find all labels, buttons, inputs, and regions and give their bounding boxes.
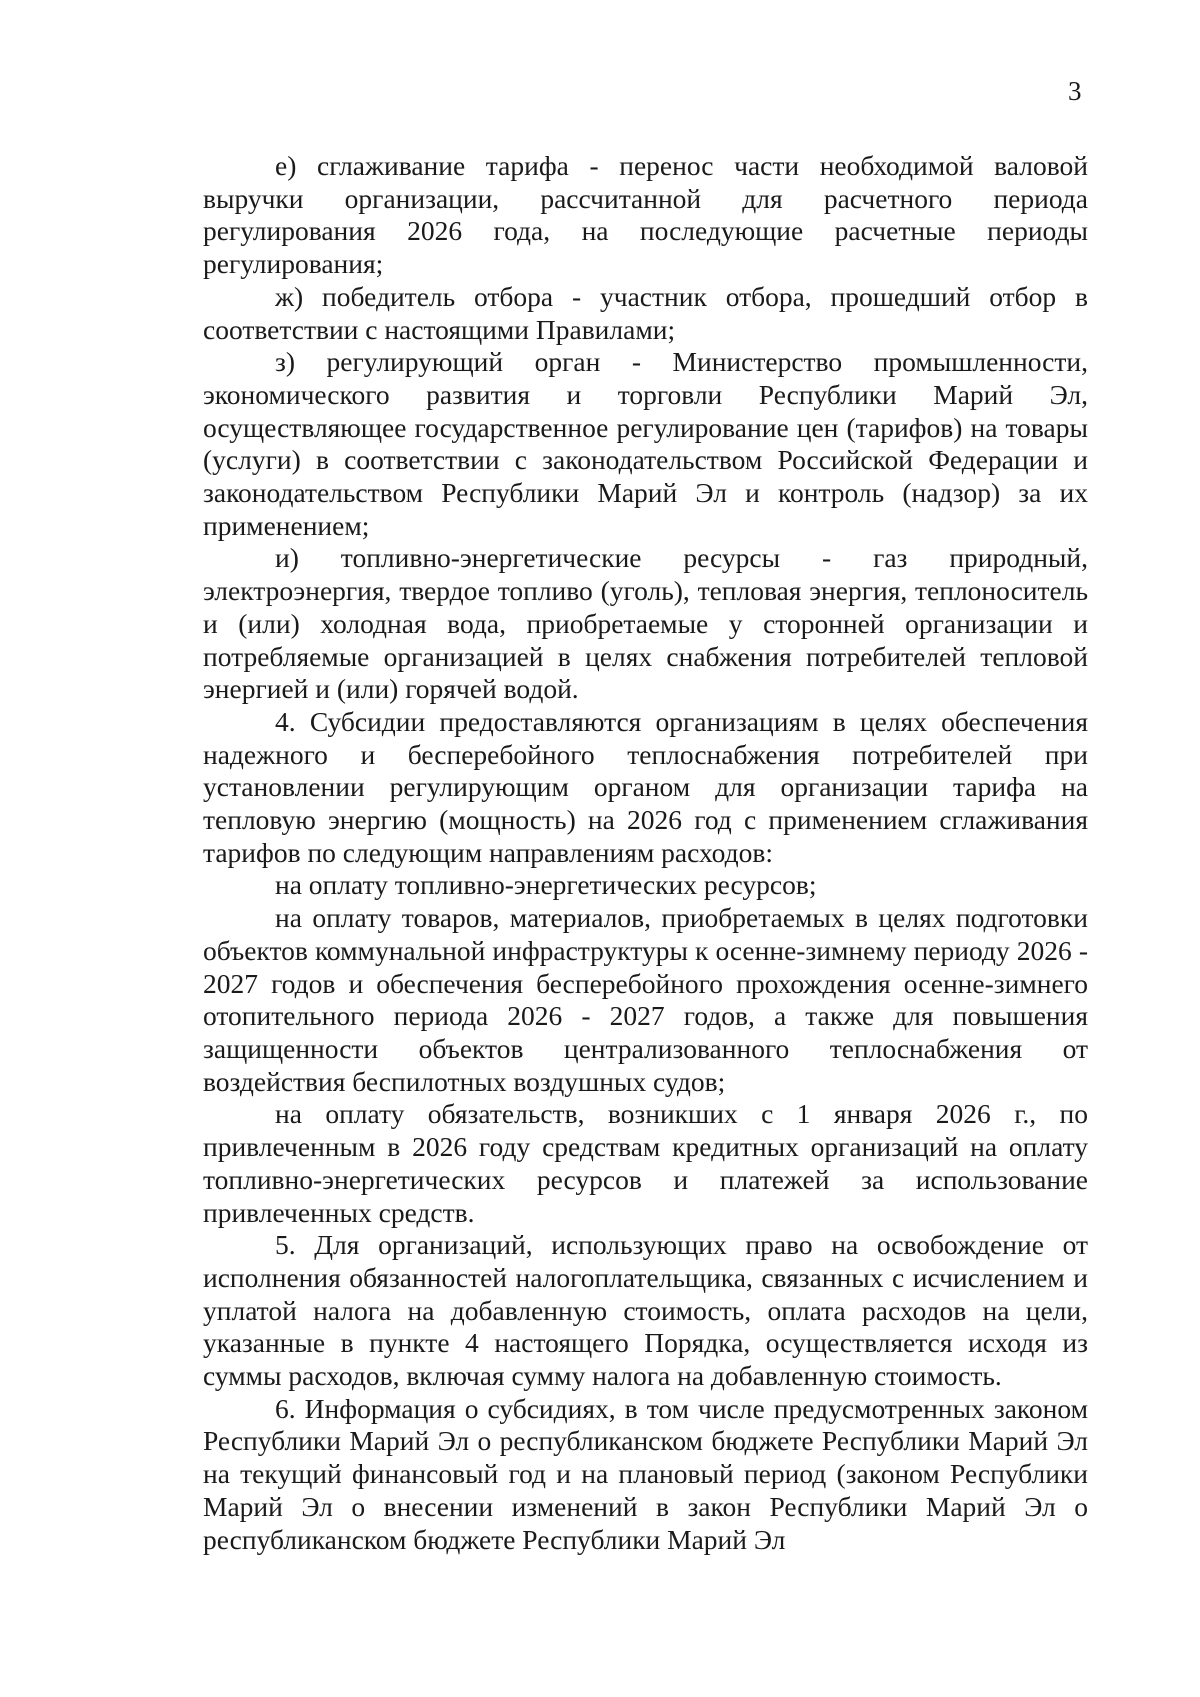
paragraph-e: е) сглаживание тарифа - перенос части необходимой валовой выручки организации, рассчитанной для расчетного периода регулирования 2026 года, на последующие расчетные периоды регулирования;	[203, 150, 1088, 280]
paragraph-4-item-3: на оплату обязательств, возникших с 1 января 2026 г., по привлеченным в 2026 году средствам кредитных организаций на оплату топливно-энергетических ресурсов и платежей за использование привлеченных средств.	[203, 1098, 1088, 1228]
paragraph-4: 4. Субсидии предоставляются организациям в целях обеспечения надежного и бесперебойного теплоснабжения потребителей при установлении регулирующим органом для организации тарифа на тепловую энергию (мощность) на 2026 год с применением сглаживания тарифов по следующим направлениям расходов:	[203, 705, 1088, 868]
paragraph-zh: ж) победитель отбора - участник отбора, прошедший отбор в соответствии с настоящими Правилами;	[203, 280, 1088, 345]
document-body	[203, 150, 1088, 1556]
paragraph-6: 6. Информация о субсидиях, в том числе предусмотренных законом Республики Марий Эл о республиканском бюджете Республики Марий Эл на текущий финансовый год и на плановый период (законом Республики Марий Эл о внесении изменений в закон Республики Марий Эл о республиканском бюджете Республики Марий Эл	[203, 1392, 1088, 1555]
paragraph-i: и) топливно-энергетические ресурсы - газ природный, электроэнергия, твердое топливо (уголь), тепловая энергия, теплоноситель и (или) холодная вода, приобретаемые у сторонней организации и потребляемые организацией в целях снабжения потребителей тепловой энергией и (или) горячей водой.	[203, 542, 1088, 705]
paragraph-4-item-2: на оплату товаров, материалов, приобретаемых в целях подготовки объектов коммунальной инфраструктуры к осенне-зимнему периоду 2026 - 2027 годов и обеспечения бесперебойного прохождения осенне-зимнего отопительного периода 2026 - 2027 годов, а также для повышения защищенности объектов централизованного теплоснабжения от воздействия беспилотных воздушных судов;	[203, 902, 1088, 1097]
page-number: 3	[1068, 76, 1082, 106]
paragraph-5: 5. Для организаций, использующих право на освобождение от исполнения обязанностей налогоплательщика, связанных с исчислением и уплатой налога на добавленную стоимость, оплата расходов на цели, указанные в пункте 4 настоящего Порядка, осуществляется исходя из суммы расходов, включая сумму налога на добавленную стоимость.	[203, 1229, 1088, 1392]
paragraph-4-item-1: на оплату топливно-энергетических ресурсов;	[275, 869, 817, 901]
paragraph-z: з) регулирующий орган - Министерство промышленности, экономического развития и торговли Республики Марий Эл, осуществляющее государственное регулирование цен (тарифов) на товары (услуги) в соответствии с законодательством Российской Федерации и законодательством Республики Марий Эл и контроль (надзор) за их применением;	[203, 346, 1088, 541]
